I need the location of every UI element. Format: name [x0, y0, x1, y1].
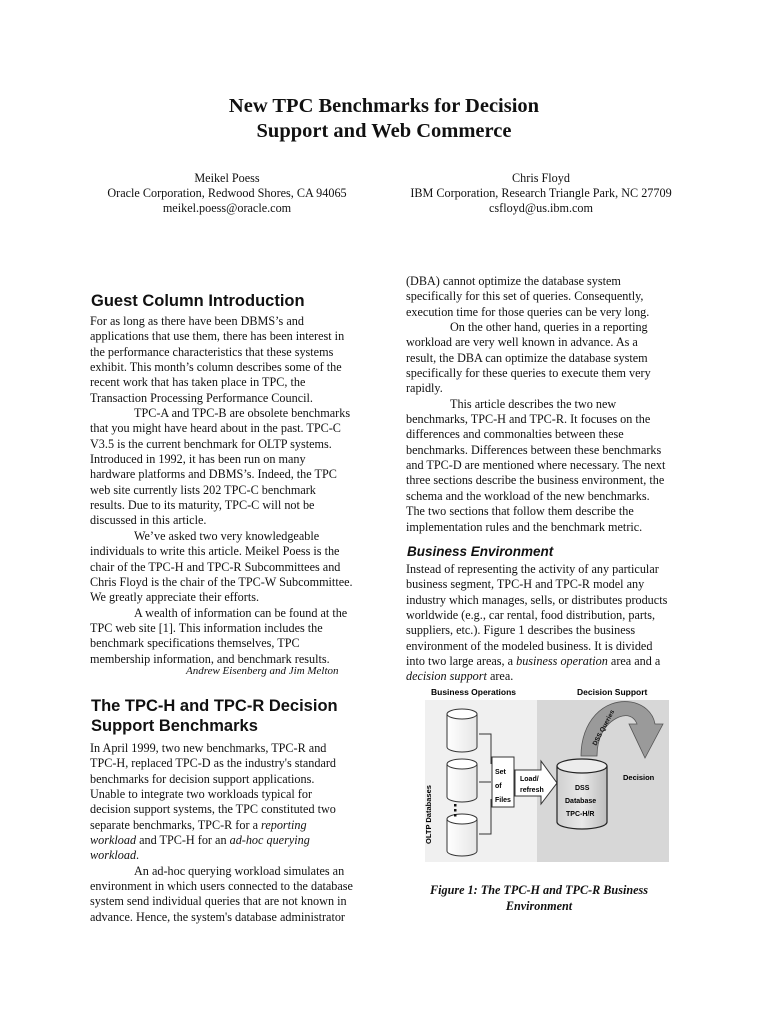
tpch-paragraph-1 — [90, 741, 353, 925]
text-line: benchmarks. Differences between these benchmarks — [406, 442, 662, 457]
text-line: TPC web site [1]. This information includes the — [90, 620, 323, 635]
text-line: advance. Hence, the system's database administrator — [90, 909, 345, 924]
text-line: results. Due to its maturity, TPC-C will not be — [90, 498, 315, 513]
text-line: industry which manages, sells, or distributes products — [406, 592, 668, 607]
text-run: into two large areas, a — [406, 654, 517, 669]
text-run: area and a — [607, 654, 661, 669]
text-line: We greatly appreciate their efforts. — [90, 590, 259, 605]
text-line: environment in which users connected to the database — [90, 879, 353, 894]
oltp-database-cylinder — [447, 814, 477, 856]
author-block-2 — [392, 171, 690, 216]
figure-business-environment — [405, 684, 675, 870]
text-line: implementation rules and the benchmark metric. — [406, 519, 643, 534]
author-block-1 — [50, 171, 404, 216]
text-line: For as long as there have been DBMS’s and — [90, 314, 304, 328]
text-run: area. — [486, 669, 514, 684]
label-files: Files — [495, 797, 511, 804]
label-load: Load/ — [520, 776, 539, 783]
emphasis-text: workload — [90, 848, 137, 863]
text-line: system send individual queries that are not known in — [90, 894, 347, 909]
text-line: specifically for this set of queries. Consequently, — [406, 289, 644, 304]
text-line: benchmarks, TPC-H and TPC-R. It focuses on the — [406, 412, 651, 427]
text-line: web site currently lists 202 TPC-C benchmark — [90, 482, 316, 497]
column-signature: Andrew Eisenberg and Jim Melton — [186, 665, 339, 677]
text-line: execution time for those queries can be very long. — [406, 304, 650, 319]
text-line: rapidly. — [406, 381, 443, 396]
text-run: and TPC-H for an — [136, 833, 230, 848]
title-line-2: Support and Web Commerce — [256, 120, 512, 142]
text-line: suppliers, etc.). Figure 1 describes the business — [406, 623, 636, 638]
text-line: discussed in this article. — [90, 513, 207, 528]
text-line: differences and commonalties between these — [406, 427, 624, 442]
emphasis-text: workload — [90, 833, 137, 848]
heading-line: Support Benchmarks — [91, 717, 258, 735]
text-line: business segment, TPC-H and TPC-R model any — [406, 577, 645, 592]
text-line: Transaction Processing Performance Council. — [90, 390, 313, 405]
text-line: TPC-H, replaced TPC-D as the industry's standard — [90, 756, 337, 771]
text-line: This article describes the two new — [450, 396, 617, 411]
text-line: and TPC-D are mentioned where necessary. The next — [406, 458, 666, 473]
label-dss-queries: DSS Queries — [591, 708, 617, 747]
text-line: A wealth of information can be found at the — [134, 605, 348, 620]
paper-title — [0, 94, 768, 144]
text-line: Introduced in 1992, it has been run on many — [90, 452, 306, 467]
section-heading-guest-column: Guest Column Introduction — [91, 292, 305, 310]
guest-column-paragraph-1 — [90, 314, 353, 667]
label-oltp-databases: OLTP Databases — [424, 785, 433, 844]
author-affiliation: IBM Corporation, Research Triangle Park, NC 27709 — [410, 186, 672, 200]
text-line — [406, 669, 667, 684]
text-line: that you might have heard about in the past. TPC-C — [90, 421, 341, 436]
text-line: Chris Floyd is the chair of the TPC-W Subcommittee. — [90, 574, 353, 589]
section-heading-tpch-tpcr — [91, 696, 338, 736]
heading-line: The TPC-H and TPC-R Decision — [91, 697, 338, 715]
label-tpch-r: TPC-H/R — [566, 811, 595, 818]
emphasis-text: business operation — [516, 654, 608, 669]
text-line: result, the DBA can optimize the database system — [406, 350, 648, 365]
text-line — [90, 848, 353, 863]
author-name: Chris Floyd — [512, 171, 570, 185]
text-run: . — [136, 848, 140, 863]
oltp-database-cylinder — [447, 759, 477, 802]
text-line: In April 1999, two new benchmarks, TPC-R and — [90, 741, 327, 755]
text-line: benchmark specifications themselves, TPC — [90, 636, 300, 651]
text-line: workload are very well known in advance. As a — [406, 335, 638, 350]
caption-line: Figure 1: The TPC-H and TPC-R Business — [429, 883, 649, 897]
text-line: three sections describe the business environment, the — [406, 473, 665, 488]
text-line — [90, 833, 353, 848]
text-line: schema and the workload of the new benchmarks. — [406, 488, 650, 503]
figure-caption — [402, 882, 676, 914]
text-line: V3.5 is the current benchmark for OLTP systems. — [90, 436, 332, 451]
text-line: TPC-A and TPC-B are obsolete benchmarks — [134, 406, 351, 421]
caption-line: Environment — [505, 899, 573, 913]
author-email: csfloyd@us.ibm.com — [489, 201, 593, 215]
text-line: On the other hand, queries in a reporting — [450, 320, 648, 335]
right-column-paragraphs — [406, 274, 665, 535]
more-databases-dots — [454, 804, 457, 817]
text-line: benchmarks for decision support applications. — [90, 771, 315, 786]
text-line: membership information, and benchmark results. — [90, 651, 330, 666]
text-line: (DBA) cannot optimize the database system — [406, 274, 621, 288]
text-line: individuals to write this article. Meikel Poess is the — [90, 544, 340, 559]
label-business-operations: Business Operations — [431, 687, 517, 697]
text-line: recent work that has taken place in TPC, the — [90, 375, 306, 390]
label-of: of — [495, 783, 502, 790]
label-decision-support: Decision Support — [577, 687, 648, 697]
text-line: worldwide (e.g., car rental, food distribution, parts, — [406, 608, 656, 623]
text-line: Unable to integrate two workloads typical for — [90, 787, 313, 802]
dss-database-cylinder — [557, 759, 607, 829]
author-name: Meikel Poess — [194, 171, 260, 185]
text-line: The two sections that follow them describe the — [406, 504, 634, 519]
emphasis-text: decision support — [406, 669, 487, 684]
oltp-database-cylinder — [447, 709, 477, 752]
label-set: Set — [495, 769, 506, 776]
text-line — [90, 818, 353, 833]
label-database: Database — [565, 798, 597, 805]
text-line: An ad-hoc querying workload simulates an — [134, 863, 345, 878]
text-line: hardware platforms and DBMS’s. Indeed, the TPC — [90, 467, 337, 482]
text-line — [406, 654, 667, 669]
label-decision: Decision — [623, 773, 655, 782]
label-dss: DSS — [575, 785, 590, 792]
text-line: environment of the modeled business. It is divided — [406, 638, 653, 653]
text-line: We’ve asked two very knowledgeable — [134, 528, 320, 543]
text-run: separate benchmarks, TPC-R for a — [90, 817, 262, 832]
text-line: exhibit. This month’s column describes some of the — [90, 360, 342, 375]
author-email: meikel.poess@oracle.com — [162, 201, 292, 215]
text-line: chair of the TPC-H and TPC-R Subcommittees and — [90, 559, 341, 574]
emphasis-text: ad-hoc querying — [229, 833, 310, 848]
label-refresh: refresh — [520, 787, 544, 794]
author-affiliation: Oracle Corporation, Redwood Shores, CA 94065 — [107, 186, 347, 200]
text-line: applications that use them, there has been interest in — [90, 329, 345, 344]
emphasis-text: reporting — [261, 817, 307, 832]
business-environment-paragraph — [406, 562, 667, 685]
text-line: specifically for these queries to execute them very — [406, 366, 651, 381]
text-line: decision support systems, the TPC constituted two — [90, 802, 336, 817]
section-heading-business-environment: Business Environment — [407, 544, 554, 559]
text-line: Instead of representing the activity of any particular — [406, 562, 659, 576]
text-line: the performance characteristics that these systems — [90, 344, 334, 359]
title-line-1: New TPC Benchmarks for Decision — [228, 95, 540, 117]
